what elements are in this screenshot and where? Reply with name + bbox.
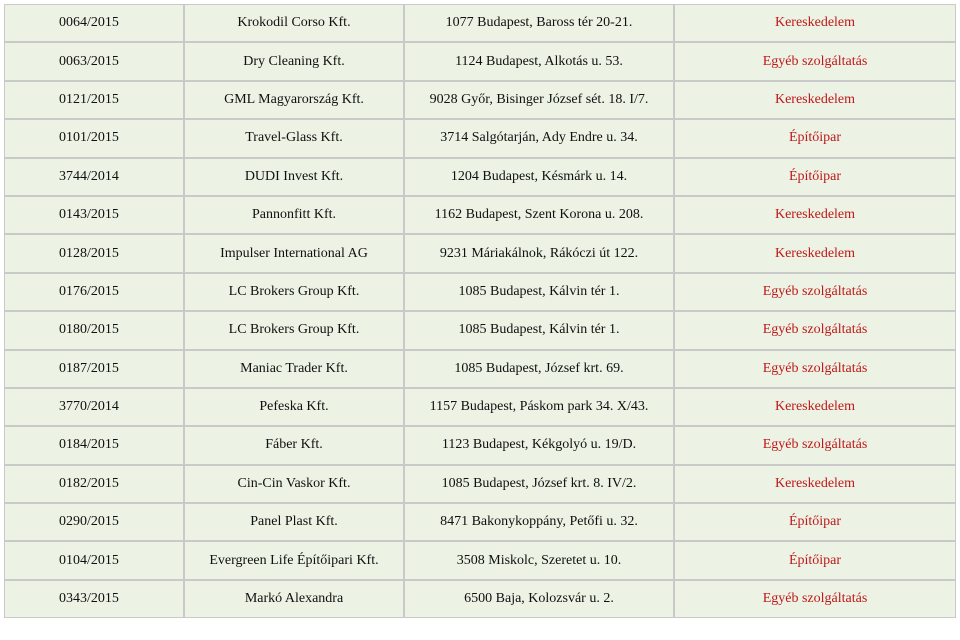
registration-number-cell: 0343/2015	[4, 580, 184, 618]
category-cell: Építőipar	[674, 158, 956, 196]
registration-number-cell: 0143/2015	[4, 196, 184, 234]
table-row	[4, 4, 956, 42]
category-cell: Építőipar	[674, 119, 956, 157]
address-cell: 6500 Baja, Kolozsvár u. 2.	[404, 580, 674, 618]
address-cell: 1085 Budapest, József krt. 8. IV/2.	[404, 465, 674, 503]
company-name-cell: DUDI Invest Kft.	[184, 158, 404, 196]
category-cell: Egyéb szolgáltatás	[674, 426, 956, 464]
registration-number-cell: 0290/2015	[4, 503, 184, 541]
address-cell: 1085 Budapest, József krt. 69.	[404, 350, 674, 388]
company-name-cell: LC Brokers Group Kft.	[184, 311, 404, 349]
registration-number-cell: 3744/2014	[4, 158, 184, 196]
address-cell: 1162 Budapest, Szent Korona u. 208.	[404, 196, 674, 234]
company-name-cell: Pannonfitt Kft.	[184, 196, 404, 234]
registration-number-cell: 0121/2015	[4, 81, 184, 119]
registration-number-cell: 0187/2015	[4, 350, 184, 388]
category-cell: Kereskedelem	[674, 81, 956, 119]
category-cell: Építőipar	[674, 541, 956, 579]
registration-number-cell: 0182/2015	[4, 465, 184, 503]
category-cell: Építőipar	[674, 503, 956, 541]
table-row	[4, 158, 956, 196]
company-name-cell: Pefeska Kft.	[184, 388, 404, 426]
table-row	[4, 81, 956, 119]
table-row	[4, 465, 956, 503]
address-cell: 1157 Budapest, Páskom park 34. X/43.	[404, 388, 674, 426]
registration-number-cell: 0180/2015	[4, 311, 184, 349]
table-row	[4, 388, 956, 426]
category-cell: Egyéb szolgáltatás	[674, 42, 956, 80]
registration-number-cell: 0128/2015	[4, 234, 184, 272]
table-row	[4, 541, 956, 579]
registration-number-cell: 0101/2015	[4, 119, 184, 157]
registration-number-cell: 0063/2015	[4, 42, 184, 80]
company-name-cell: Cin-Cin Vaskor Kft.	[184, 465, 404, 503]
registration-number-cell: 0184/2015	[4, 426, 184, 464]
table-row	[4, 234, 956, 272]
address-cell: 1204 Budapest, Késmárk u. 14.	[404, 158, 674, 196]
address-cell: 3508 Miskolc, Szeretet u. 10.	[404, 541, 674, 579]
company-name-cell: Impulser International AG	[184, 234, 404, 272]
registration-number-cell: 0064/2015	[4, 4, 184, 42]
category-cell: Kereskedelem	[674, 234, 956, 272]
company-name-cell: Travel-Glass Kft.	[184, 119, 404, 157]
table-row	[4, 426, 956, 464]
address-cell: 1123 Budapest, Kékgolyó u. 19/D.	[404, 426, 674, 464]
address-cell: 9028 Győr, Bisinger József sét. 18. I/7.	[404, 81, 674, 119]
company-name-cell: Evergreen Life Építőipari Kft.	[184, 541, 404, 579]
company-name-cell: Maniac Trader Kft.	[184, 350, 404, 388]
registration-number-cell: 0176/2015	[4, 273, 184, 311]
company-name-cell: Markó Alexandra	[184, 580, 404, 618]
table-row	[4, 119, 956, 157]
company-name-cell: GML Magyarország Kft.	[184, 81, 404, 119]
table-row	[4, 311, 956, 349]
company-name-cell: Panel Plast Kft.	[184, 503, 404, 541]
category-cell: Kereskedelem	[674, 196, 956, 234]
address-cell: 3714 Salgótarján, Ady Endre u. 34.	[404, 119, 674, 157]
table-row	[4, 350, 956, 388]
company-name-cell: Dry Cleaning Kft.	[184, 42, 404, 80]
registry-table-container	[4, 4, 956, 618]
table-row	[4, 580, 956, 618]
address-cell: 1077 Budapest, Baross tér 20-21.	[404, 4, 674, 42]
company-name-cell: LC Brokers Group Kft.	[184, 273, 404, 311]
registry-table	[4, 4, 956, 618]
category-cell: Egyéb szolgáltatás	[674, 580, 956, 618]
address-cell: 1124 Budapest, Alkotás u. 53.	[404, 42, 674, 80]
address-cell: 1085 Budapest, Kálvin tér 1.	[404, 311, 674, 349]
table-row	[4, 503, 956, 541]
address-cell: 9231 Máriakálnok, Rákóczi út 122.	[404, 234, 674, 272]
category-cell: Kereskedelem	[674, 465, 956, 503]
category-cell: Egyéb szolgáltatás	[674, 273, 956, 311]
address-cell: 8471 Bakonykoppány, Petőfi u. 32.	[404, 503, 674, 541]
registration-number-cell: 0104/2015	[4, 541, 184, 579]
registration-number-cell: 3770/2014	[4, 388, 184, 426]
table-row	[4, 273, 956, 311]
category-cell: Egyéb szolgáltatás	[674, 311, 956, 349]
category-cell: Egyéb szolgáltatás	[674, 350, 956, 388]
address-cell: 1085 Budapest, Kálvin tér 1.	[404, 273, 674, 311]
category-cell: Kereskedelem	[674, 388, 956, 426]
registry-table-body	[4, 4, 956, 618]
company-name-cell: Krokodil Corso Kft.	[184, 4, 404, 42]
table-row	[4, 196, 956, 234]
company-name-cell: Fáber Kft.	[184, 426, 404, 464]
category-cell: Kereskedelem	[674, 4, 956, 42]
table-row	[4, 42, 956, 80]
